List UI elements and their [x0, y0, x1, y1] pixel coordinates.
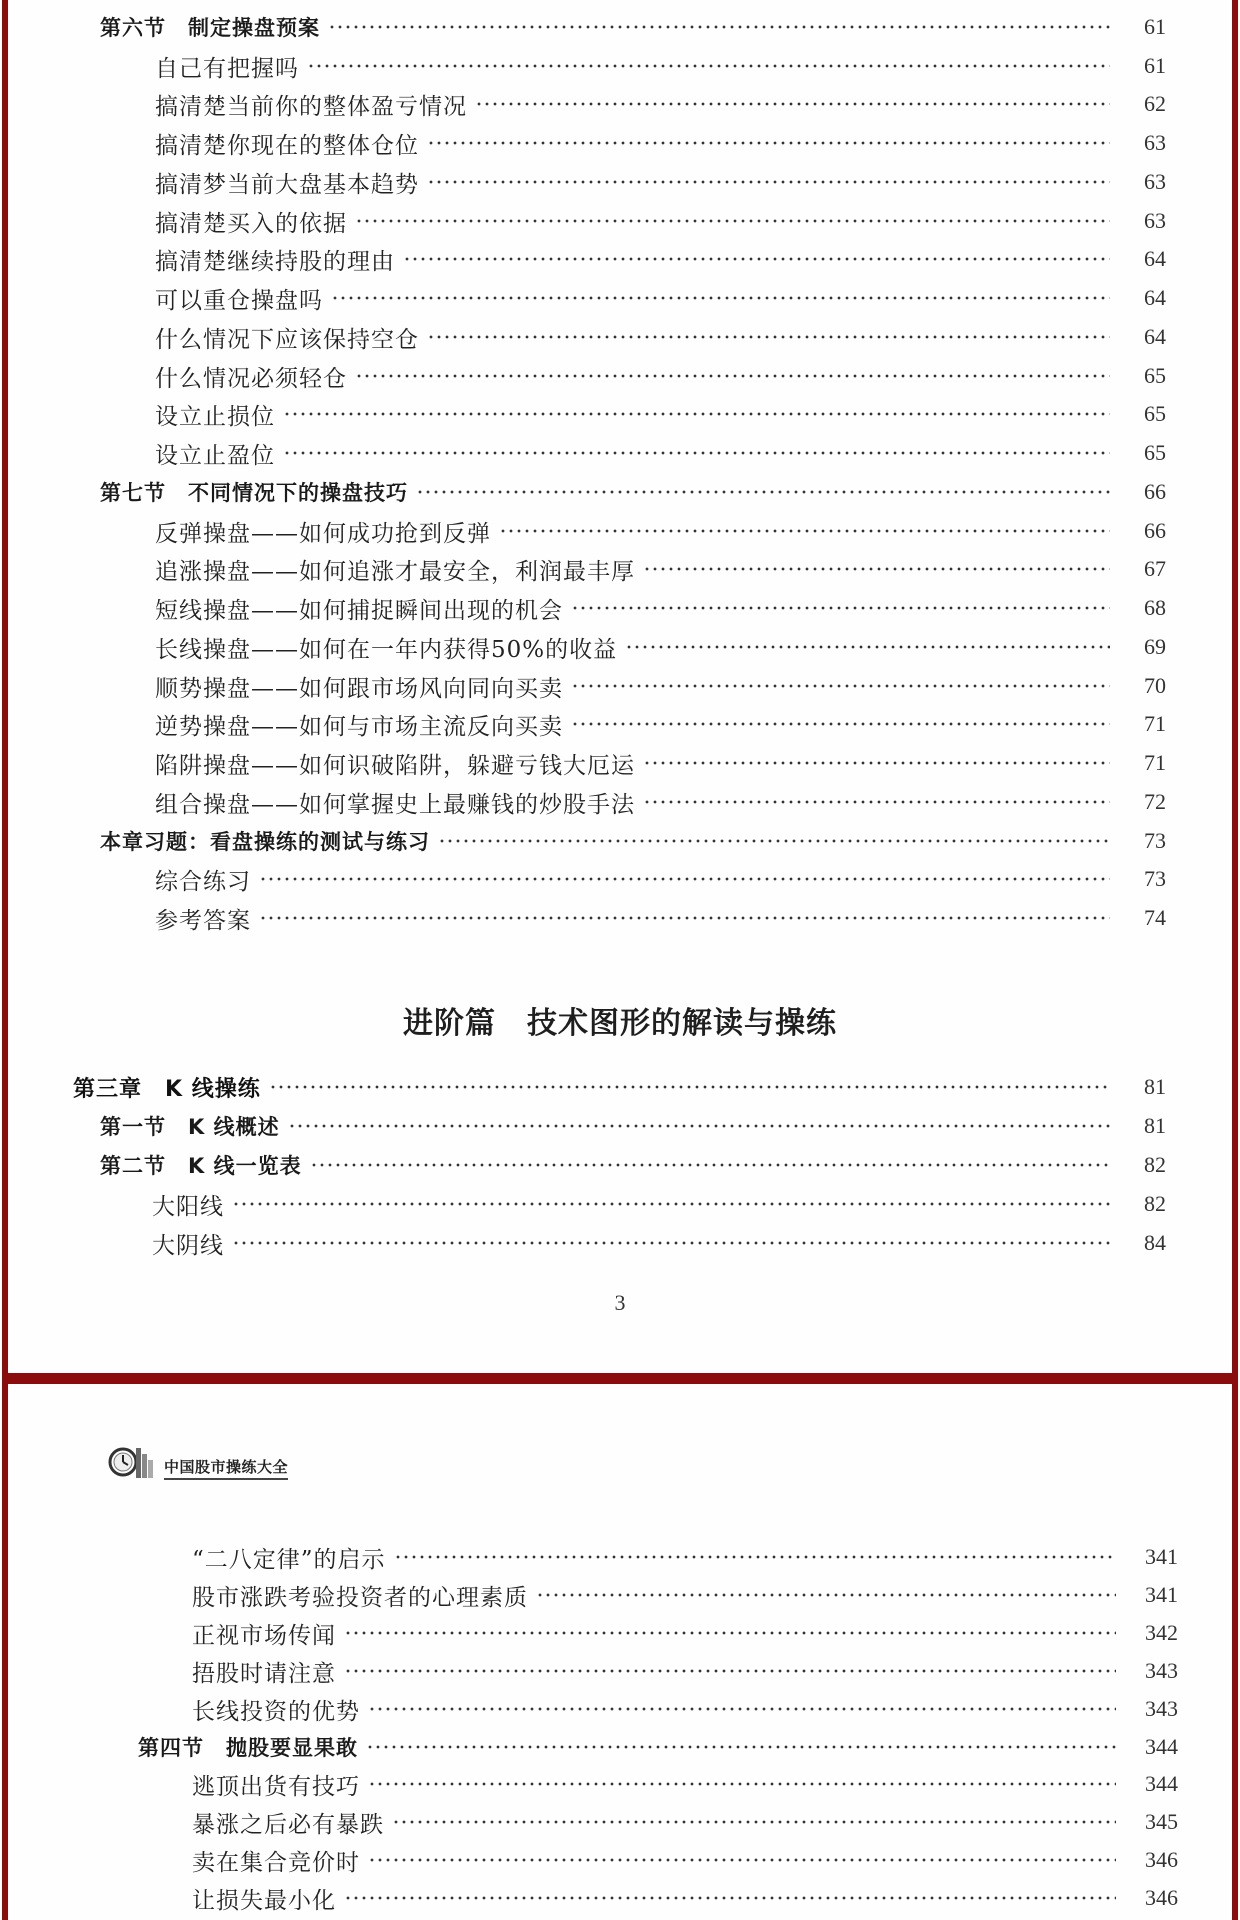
dot-leader [283, 451, 1110, 455]
toc-page-number: 69 [1144, 634, 1166, 659]
dot-leader [427, 141, 1110, 145]
toc-entry-section[interactable] [100, 475, 1166, 509]
toc-entry-title: 大阴线 [152, 1232, 224, 1259]
frame-right-border [1231, 0, 1238, 1920]
dot-leader [344, 1669, 1116, 1673]
page-number: 3 [614, 1290, 626, 1315]
toc-entry-item[interactable] [155, 514, 1166, 548]
toc-entry-item[interactable] [155, 242, 1166, 276]
dot-leader [416, 490, 1110, 494]
toc-entry-item[interactable] [192, 1805, 1178, 1839]
dot-leader [368, 1858, 1116, 1862]
toc-entry-title: 逃顶出货有技巧 [192, 1773, 360, 1800]
toc-entry-title: 第四节 抛股要显果敢 [138, 1736, 358, 1760]
dot-leader [475, 102, 1110, 106]
toc-page-number: 343 [1145, 1696, 1178, 1721]
toc-entry-section[interactable] [100, 10, 1166, 44]
dot-leader [571, 606, 1110, 610]
toc-entry-title: 卖在集合竞价时 [192, 1849, 360, 1876]
toc-entry-title: 设立止损位 [155, 403, 275, 430]
clock-coins-logo-icon [108, 1440, 154, 1480]
toc-entry-item[interactable] [155, 436, 1166, 470]
toc-entry-title: 第二节 K 线一览表 [100, 1154, 302, 1178]
toc-page-number: 65 [1144, 440, 1166, 465]
dot-leader [625, 645, 1110, 649]
toc-entry-item[interactable] [192, 1654, 1178, 1688]
toc-entry-title: 综合练习 [155, 868, 251, 895]
dot-leader [288, 1124, 1110, 1128]
dot-leader [368, 1782, 1116, 1786]
dot-leader [392, 1820, 1116, 1824]
toc-entry-item[interactable] [155, 49, 1166, 83]
toc-entry-section[interactable] [100, 824, 1166, 858]
toc-page-number: 346 [1145, 1885, 1178, 1910]
toc-page-number: 63 [1144, 130, 1166, 155]
toc-page-number: 344 [1145, 1734, 1178, 1759]
toc-page-number: 64 [1144, 246, 1166, 271]
toc-entry-title: 可以重仓操盘吗 [155, 287, 323, 314]
toc-page-number: 71 [1144, 711, 1166, 736]
dot-leader [232, 1241, 1110, 1245]
toc-entry-title: 让损失最小化 [192, 1887, 336, 1914]
toc-entry-item[interactable] [192, 1881, 1178, 1915]
toc-entry-item[interactable] [155, 630, 1166, 664]
toc-page-number: 346 [1145, 1847, 1178, 1872]
toc-page-number: 68 [1144, 595, 1166, 620]
toc-entry-item[interactable] [155, 707, 1166, 741]
dot-leader [366, 1745, 1116, 1749]
toc-page-number: 74 [1144, 905, 1166, 930]
toc-entry-title: “二八定律”的启示 [192, 1546, 386, 1573]
dot-leader [344, 1631, 1116, 1635]
toc-entry-item[interactable] [155, 281, 1166, 315]
toc-entry-item[interactable] [155, 359, 1166, 393]
toc-entry-section[interactable] [138, 1730, 1178, 1764]
toc-entry-title: 搞清梦当前大盘基本趋势 [155, 171, 419, 198]
toc-entry-item[interactable] [192, 1578, 1178, 1612]
toc-page-number: 63 [1144, 208, 1166, 233]
toc-entry-item[interactable] [155, 591, 1166, 625]
toc-entry-title: 长线投资的优势 [192, 1698, 360, 1725]
toc-page-number: 84 [1144, 1230, 1166, 1255]
toc-entry-item[interactable] [155, 397, 1166, 431]
dot-leader [259, 916, 1110, 920]
toc-entry-title: 捂股时请注意 [192, 1660, 336, 1687]
toc-entry-item[interactable] [152, 1226, 1166, 1260]
toc-page-number: 82 [1144, 1152, 1166, 1177]
dot-leader [307, 64, 1110, 68]
toc-entry-item[interactable] [192, 1540, 1178, 1574]
dot-leader [394, 1555, 1116, 1559]
toc-entry-chapter[interactable] [73, 1070, 1166, 1104]
toc-page-number: 73 [1144, 866, 1166, 891]
toc-page-number: 82 [1144, 1191, 1166, 1216]
dot-leader [232, 1202, 1110, 1206]
dot-leader [368, 1707, 1116, 1711]
toc-page-number: 61 [1144, 14, 1166, 39]
toc-entry-title: 搞清楚你现在的整体仓位 [155, 132, 419, 159]
dot-leader [259, 877, 1110, 881]
toc-entry-item[interactable] [155, 87, 1166, 121]
toc-page-number: 61 [1144, 53, 1166, 78]
toc-entry-title: 自己有把握吗 [155, 55, 299, 82]
toc-entry-item[interactable] [155, 126, 1166, 160]
toc-page-number: 62 [1144, 91, 1166, 116]
toc-page-number: 63 [1144, 169, 1166, 194]
toc-entry-section[interactable] [100, 1148, 1166, 1182]
toc-page-number: 341 [1145, 1582, 1178, 1607]
toc-entry-item[interactable] [192, 1692, 1178, 1726]
toc-page-number: 342 [1145, 1620, 1178, 1645]
toc-entry-item[interactable] [155, 165, 1166, 199]
toc-entry-title: 第六节 制定操盘预案 [100, 16, 320, 40]
toc-entry-title: 搞清楚当前你的整体盈亏情况 [155, 93, 467, 120]
dot-leader [571, 722, 1110, 726]
toc-entry-item[interactable] [192, 1767, 1178, 1801]
toc-entry-item[interactable] [155, 552, 1166, 586]
toc-entry-item[interactable] [155, 785, 1166, 819]
dot-leader [328, 25, 1110, 29]
dot-leader [269, 1085, 1110, 1089]
toc-page-number: 81 [1144, 1113, 1166, 1138]
dot-leader [344, 1896, 1116, 1900]
toc-entry-title: 第三章 K 线操练 [73, 1076, 261, 1102]
dot-leader [643, 800, 1110, 804]
book-title: 中国股市操练大全 [164, 1456, 288, 1480]
dot-leader [571, 684, 1110, 688]
toc-page-number: 64 [1144, 324, 1166, 349]
toc-entry-title: 顺势操盘——如何跟市场风向同向买卖 [155, 675, 563, 702]
toc-entry-title: 本章习题：看盘操练的测试与练习 [100, 830, 430, 854]
toc-entry-title: 搞清楚继续持股的理由 [155, 248, 395, 275]
dot-leader [438, 839, 1110, 843]
toc-entry-item[interactable] [155, 862, 1166, 896]
toc-page-number: 73 [1144, 828, 1166, 853]
toc-entry-title: 设立止盈位 [155, 442, 275, 469]
toc-page-number: 64 [1144, 285, 1166, 310]
toc-entry-title: 股市涨跌考验投资者的心理素质 [192, 1584, 528, 1611]
toc-entry-item[interactable] [155, 204, 1166, 238]
toc-entry-title: 第七节 不同情况下的操盘技巧 [100, 481, 408, 505]
dot-leader [355, 374, 1110, 378]
toc-entry-section[interactable] [100, 1109, 1166, 1143]
toc-page-number: 66 [1144, 479, 1166, 504]
toc-entry-title: 逆势操盘——如何与市场主流反向买卖 [155, 713, 563, 740]
toc-entry-title: 暴涨之后必有暴跌 [192, 1811, 384, 1838]
toc-page-number: 345 [1145, 1809, 1178, 1834]
toc-entry-item[interactable] [152, 1187, 1166, 1221]
toc-page-number: 65 [1144, 363, 1166, 388]
toc-page-number: 72 [1144, 789, 1166, 814]
toc-page-number: 66 [1144, 518, 1166, 543]
toc-entry-item[interactable] [155, 901, 1166, 935]
dot-leader [283, 412, 1110, 416]
running-head [108, 1440, 288, 1480]
dot-leader [355, 219, 1110, 223]
toc-page-number: 65 [1144, 401, 1166, 426]
toc-page-number: 71 [1144, 750, 1166, 775]
dot-leader [403, 257, 1110, 261]
toc-page-number: 344 [1145, 1771, 1178, 1796]
toc-entry-item[interactable] [155, 746, 1166, 780]
toc-entry-item[interactable] [155, 669, 1166, 703]
dot-leader [310, 1163, 1110, 1167]
dot-leader [427, 180, 1110, 184]
toc-entry-title: 组合操盘——如何掌握史上最赚钱的炒股手法 [155, 791, 635, 818]
toc-entry-title: 搞清楚买入的依据 [155, 210, 347, 237]
toc-page-number: 343 [1145, 1658, 1178, 1683]
toc-page-number: 70 [1144, 673, 1166, 698]
toc-entry-title: 第一节 K 线概述 [100, 1115, 280, 1139]
page-divider-band [2, 1373, 1238, 1384]
toc-entry-title: 陷阱操盘——如何识破陷阱，躲避亏钱大厄运 [155, 752, 635, 779]
dot-leader [427, 335, 1110, 339]
toc-entry-title: 追涨操盘——如何追涨才最安全，利润最丰厚 [155, 558, 635, 585]
toc-page-number: 341 [1145, 1544, 1178, 1569]
toc-entry-item[interactable] [192, 1616, 1178, 1650]
toc-page-number: 67 [1144, 556, 1166, 581]
dot-leader [643, 567, 1110, 571]
toc-entry-title: 长线操盘——如何在一年内获得50%的收益 [155, 636, 618, 663]
dot-leader [499, 529, 1110, 533]
toc-entry-item[interactable] [192, 1843, 1178, 1877]
part-title: 进阶篇 技术图形的解读与操练 [403, 1006, 837, 1041]
dot-leader [536, 1593, 1116, 1597]
toc-entry-title: 什么情况必须轻仓 [155, 365, 347, 392]
toc-entry-title: 参考答案 [155, 907, 251, 934]
toc-entry-title: 什么情况下应该保持空仓 [155, 326, 419, 353]
toc-entry-title: 短线操盘——如何捕捉瞬间出现的机会 [155, 597, 563, 624]
toc-entry-title: 正视市场传闻 [192, 1622, 336, 1649]
toc-entry-title: 反弹操盘——如何成功抢到反弹 [155, 520, 491, 547]
dot-leader [643, 761, 1110, 765]
toc-page-number: 81 [1144, 1074, 1166, 1099]
dot-leader [331, 296, 1110, 300]
toc-entry-title: 大阳线 [152, 1193, 224, 1220]
toc-entry-item[interactable] [155, 320, 1166, 354]
